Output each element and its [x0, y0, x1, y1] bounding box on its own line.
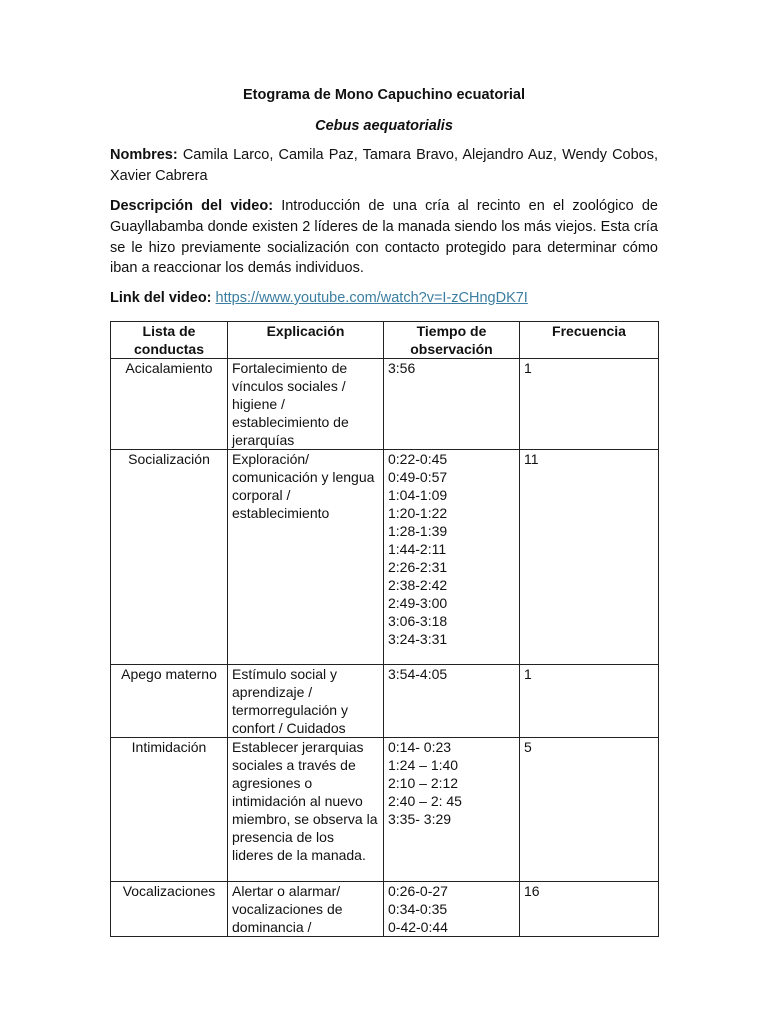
- time-entry: 2:49-3:00: [388, 595, 448, 611]
- document-title: Etograma de Mono Capuchino ecuatorial: [243, 87, 525, 103]
- time-entry: 2:38-2:42: [388, 577, 448, 593]
- header-frequency: Frecuencia: [520, 322, 659, 359]
- frequency-cell: 5: [520, 738, 659, 882]
- time-entry: 1:20-1:22: [388, 505, 448, 521]
- names-value: Camila Larco, Camila Paz, Tamara Bravo, Alejandro Auz, Wendy Cobos, Xavier Cabrera: [110, 147, 659, 184]
- table-row: [111, 450, 659, 665]
- frequency-cell: 1: [520, 665, 659, 738]
- video-link-paragraph: [110, 288, 658, 309]
- header-behaviors: Lista de conductas: [111, 322, 228, 359]
- video-link[interactable]: https://www.youtube.com/watch?v=I-zCHngDK7I: [215, 290, 528, 306]
- explanation-cell: Establecer jerarquias sociales a través de agresiones o intimidación al nuevo miembro, se observa la presencia de los lideres de la manada.: [228, 738, 384, 882]
- time-entry: 3:56: [388, 360, 416, 376]
- time-entry: 3:54-4:05: [388, 666, 448, 682]
- names-label: Nombres:: [110, 147, 178, 163]
- behavior-cell: Intimidación: [111, 738, 228, 882]
- explanation-cell: Fortalecimiento de vínculos sociales / higiene / establecimiento de jerarquías: [228, 359, 384, 450]
- times-cell: [384, 882, 520, 937]
- header-observation-time: Tiempo de observación: [384, 322, 520, 359]
- time-entry: 0-42-0:44: [388, 919, 448, 935]
- time-entry: 2:10 – 2:12: [388, 775, 459, 791]
- time-entry: 3:06-3:18: [388, 613, 448, 629]
- time-entry: 0:26-0-27: [388, 883, 448, 899]
- behavior-cell: Socialización: [111, 450, 228, 665]
- times-cell: [384, 450, 520, 665]
- time-entry: 2:40 – 2: 45: [388, 793, 462, 809]
- video-link-label: Link del video:: [110, 290, 212, 306]
- time-entry: 0:34-0:35: [388, 901, 448, 917]
- explanation-cell: Estímulo social y aprendizaje / termorregulación y confort / Cuidados: [228, 665, 384, 738]
- table-row: [111, 738, 659, 882]
- ethogram-table: [110, 321, 659, 937]
- header-explanation: Explicación: [228, 322, 384, 359]
- table-row: [111, 665, 659, 738]
- table-header-row: [111, 322, 659, 359]
- description-paragraph: [110, 196, 658, 279]
- table-row: [111, 882, 659, 937]
- time-entry: 0:14- 0:23: [388, 739, 452, 755]
- frequency-cell: 11: [520, 450, 659, 665]
- frequency-cell: 1: [520, 359, 659, 450]
- explanation-cell: Exploración/ comunicación y lengua corporal / establecimiento: [228, 450, 384, 665]
- time-entry: 2:26-2:31: [388, 559, 448, 575]
- description-label: Descripción del video:: [110, 198, 274, 214]
- times-cell: [384, 738, 520, 882]
- behavior-cell: Acicalamiento: [111, 359, 228, 450]
- time-entry: 3:35- 3:29: [388, 811, 452, 827]
- species-subtitle: Cebus aequatorialis: [315, 118, 453, 134]
- names-paragraph: [110, 145, 658, 187]
- description-value: Introducción de una cría al recinto en el zoológico de Guayllabamba donde existen 2 líderes de la manada siendo los más viejos. Esta cría se le hizo previamente socialización con contacto protegido para determinar cómo iban a reaccionar los demás individuos.: [110, 198, 658, 277]
- time-entry: 3:24-3:31: [388, 631, 448, 647]
- time-entry: 1:24 – 1:40: [388, 757, 459, 773]
- table-row: [111, 359, 659, 450]
- time-entry: 1:04-1:09: [388, 487, 448, 503]
- times-cell: [384, 359, 520, 450]
- time-entry: 0:22-0:45: [388, 451, 448, 467]
- behavior-cell: Apego materno: [111, 665, 228, 738]
- behavior-cell: Vocalizaciones: [111, 882, 228, 937]
- frequency-cell: 16: [520, 882, 659, 937]
- times-cell: [384, 665, 520, 738]
- explanation-cell: Alertar o alarmar/ vocalizaciones de dominancia /: [228, 882, 384, 937]
- time-entry: 0:49-0:57: [388, 469, 448, 485]
- time-entry: 1:44-2:11: [388, 541, 447, 557]
- time-entry: 1:28-1:39: [388, 523, 448, 539]
